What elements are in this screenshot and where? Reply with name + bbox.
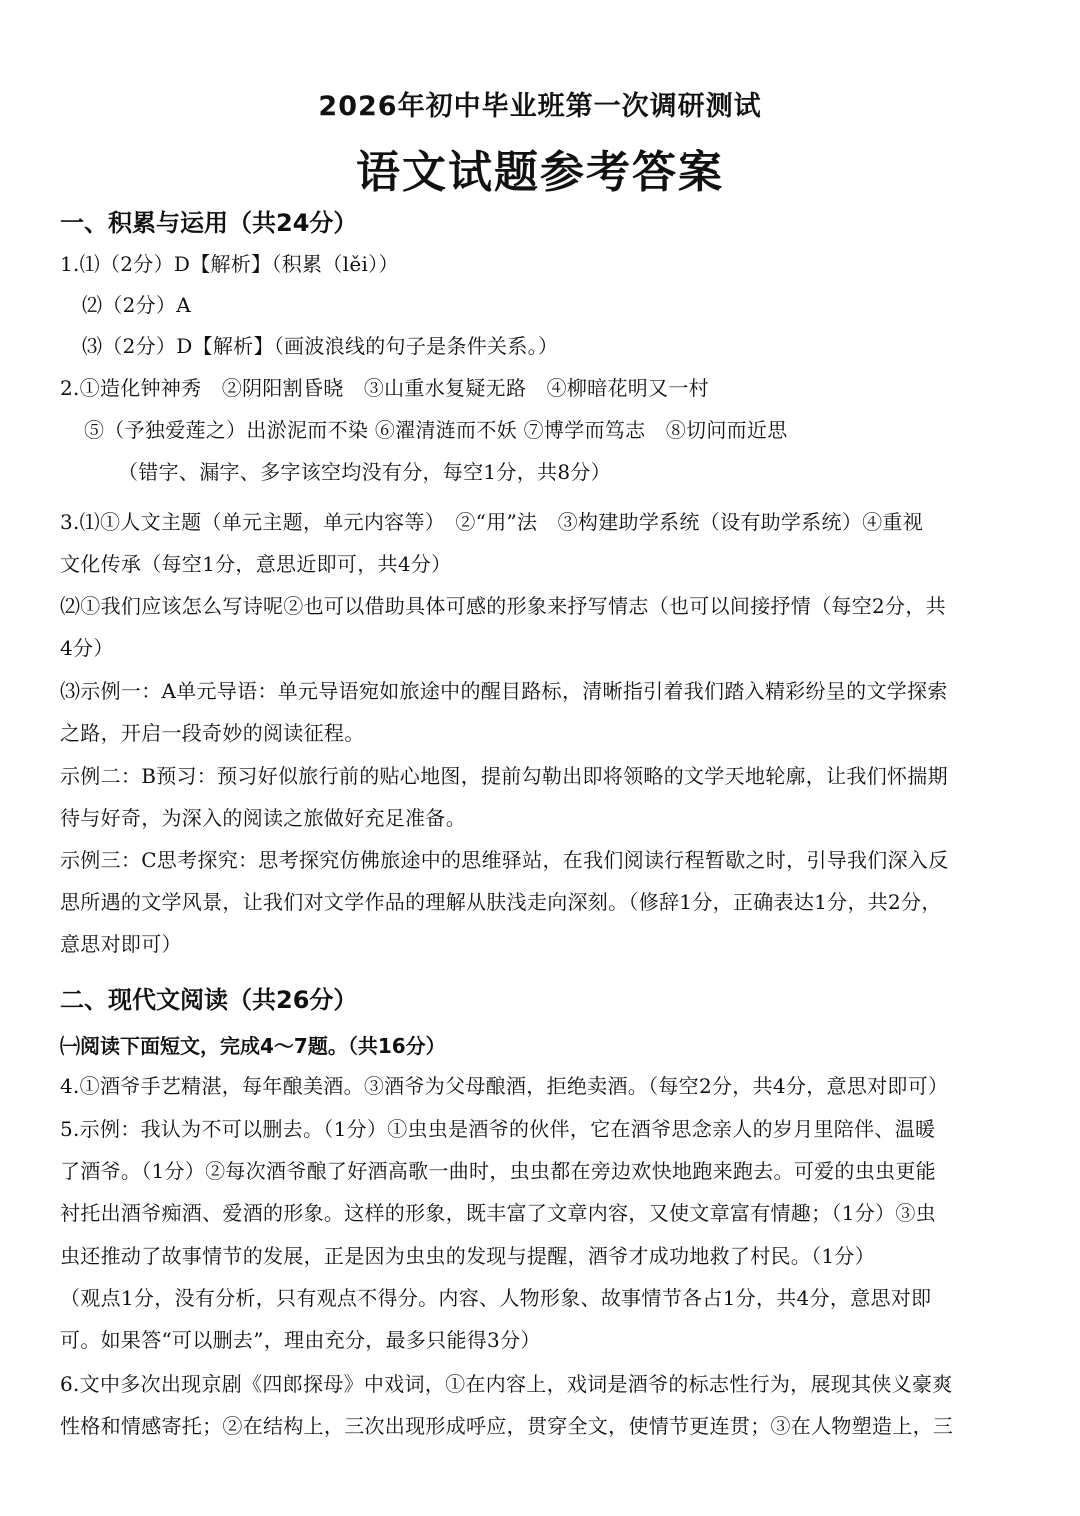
- answer-line: 思所遇的文学风景，让我们对文学作品的理解从肤浅走向深刻。（修辞1分，正确表达1分，共2分，: [60, 890, 942, 914]
- answer-line: （错字、漏字、多字该空均没有分，每空1分，共8分）: [118, 460, 611, 484]
- answer-line: 性格和情感寄托；②在结构上，三次出现形成呼应，贯穿全文，使情节更连贯；③在人物塑造上，三: [60, 1414, 954, 1438]
- answer-line: 文化传承（每空1分，意思近即可，共4分）: [60, 552, 452, 576]
- answer-line: ⑤（予独爱莲之）出淤泥而不染 ⑥濯清涟而不妖 ⑦博学而笃志 ⑧切问而近思: [84, 418, 788, 442]
- answer-line: ⑶（2分）D【解析】（画波浪线的句子是条件关系。）: [82, 334, 559, 358]
- answer-line: 衬托出酒爷痴酒、爱酒的形象。这样的形象，既丰富了文章内容，又使文章富有情趣；（1分）③虫: [60, 1201, 936, 1225]
- answer-line: 6.文中多次出现京剧《四郎探母》中戏词，①在内容上，戏词是酒爷的标志性行为，展现其侠义豪爽: [60, 1372, 953, 1396]
- answer-line: 之路，开启一段奇妙的阅读征程。: [60, 721, 365, 745]
- answer-line: ⑵（2分）A: [82, 293, 191, 317]
- exam-title: 2026年初中毕业班第一次调研测试: [318, 91, 762, 122]
- answer-line: （观点1分，没有分析，只有观点不得分。内容、人物形象、故事情节各占1分，共4分，意思对即: [60, 1286, 932, 1310]
- answer-line: 1.⑴（2分）D【解析】（积累（lěi））: [60, 252, 399, 276]
- section-heading-modern-reading: 二、现代文阅读（共26分）: [60, 986, 358, 1014]
- answer-line: 3.⑴①人文主题（单元主题，单元内容等） ②“用”法 ③构建助学系统（设有助学系统）④重视: [60, 510, 924, 534]
- answer-key-title: 语文试题参考答案: [356, 147, 724, 198]
- answer-line: 5.示例：我认为不可以删去。（1分）①虫虫是酒爷的伙伴，它在酒爷思念亲人的岁月里陪伴、温暖: [60, 1117, 936, 1141]
- answer-line: ⑶示例一：A单元导语：单元导语宛如旅途中的醒目路标，清晰指引着我们踏入精彩纷呈的文学探索: [60, 679, 948, 703]
- answer-line: 意思对即可）: [60, 932, 182, 956]
- answer-line: 了酒爷。（1分）②每次酒爷酿了好酒高歌一曲时，虫虫都在旁边欢快地跑来跑去。可爱的虫虫更能: [60, 1159, 936, 1183]
- answer-line: 可。如果答“可以删去”，理由充分，最多只能得3分）: [60, 1328, 541, 1352]
- answer-line: 4.①酒爷手艺精湛，每年酿美酒。③酒爷为父母酿酒，拒绝卖酒。（每空2分，共4分，意思对即可）: [60, 1074, 949, 1098]
- answer-line: 4分）: [60, 636, 114, 660]
- answer-line: 待与好奇，为深入的阅读之旅做好充足准备。: [60, 806, 466, 830]
- answer-line: 示例二：B预习：预习好似旅行前的贴心地图，提前勾勒出即将领略的文学天地轮廓，让我们怀揣期: [60, 764, 948, 788]
- answer-line: ⑵①我们应该怎么写诗呢②也可以借助具体可感的形象来抒写情志（也可以间接抒情（每空2分，共: [60, 594, 946, 618]
- answer-line: 示例三：C思考探究：思考探究仿佛旅途中的思维驿站，在我们阅读行程暂歇之时，引导我们深入反: [60, 848, 949, 872]
- answer-line: 虫还推动了故事情节的发展，正是因为虫虫的发现与提醒，酒爷才成功地救了村民。（1分）: [60, 1244, 876, 1268]
- subsection-heading: ㈠阅读下面短文，完成4～7题。（共16分）: [60, 1034, 446, 1058]
- section-heading-accumulation: 一、积累与运用（共24分）: [60, 209, 358, 237]
- answer-line: 2.①造化钟神秀 ②阴阳割昏晓 ③山重水复疑无路 ④柳暗花明又一村: [60, 376, 709, 400]
